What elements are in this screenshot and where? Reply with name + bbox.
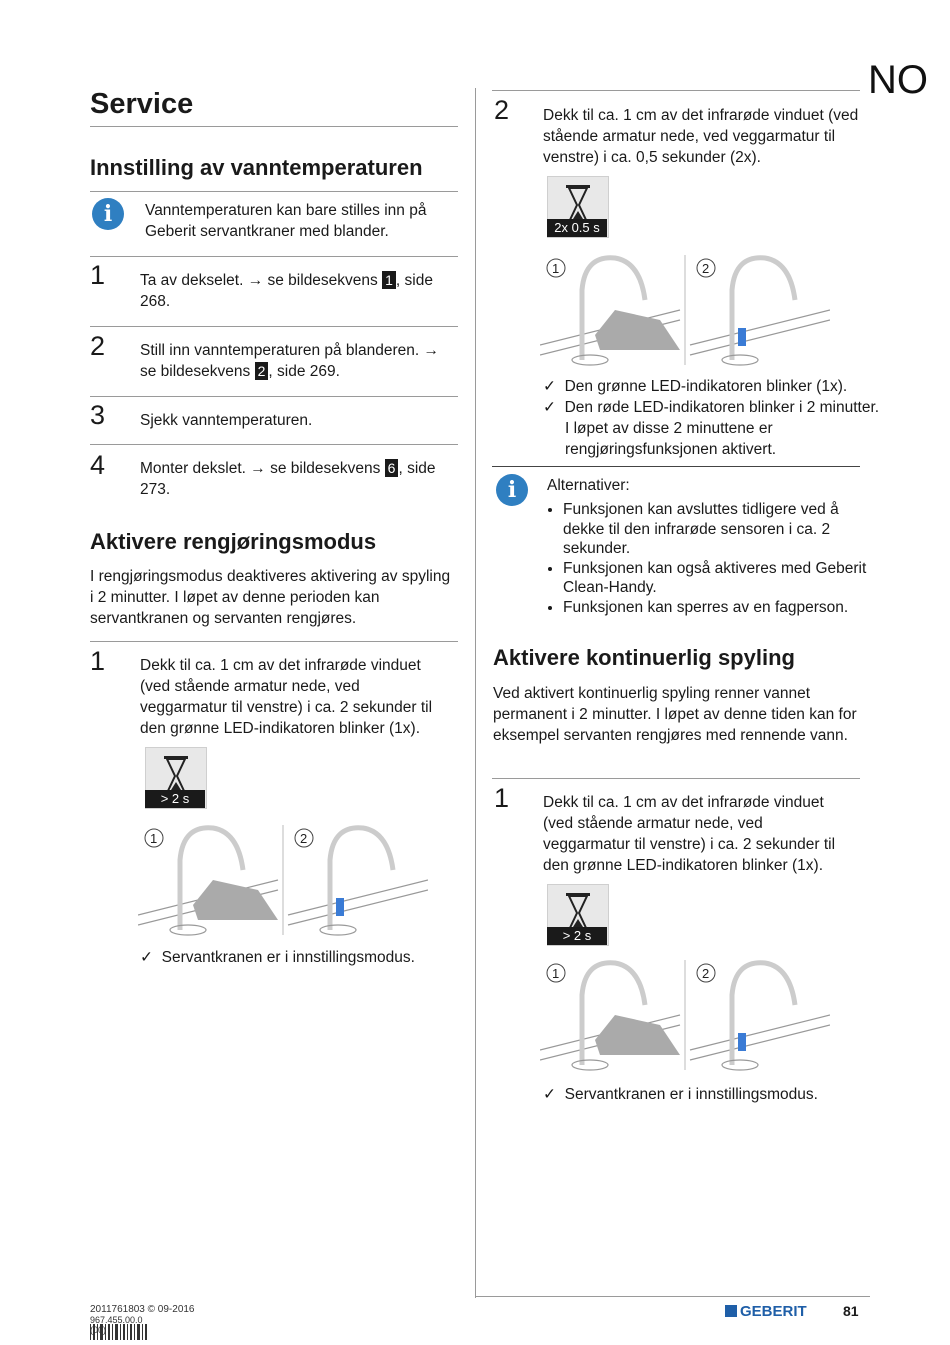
svg-text:2: 2 — [702, 261, 710, 276]
logo-square-icon — [725, 1305, 737, 1317]
step-text-part: Still inn vanntemperaturen på blanderen. → se bildesekvens — [140, 342, 439, 380]
step-text-part: , side 268. — [140, 272, 433, 310]
divider — [492, 778, 860, 779]
divider — [492, 466, 860, 467]
svg-text:1: 1 — [552, 966, 560, 981]
divider — [90, 326, 458, 327]
svg-text:2: 2 — [300, 831, 308, 846]
list-item: • Funksjonen kan også aktiveres med Geberit Clean-Handy. — [563, 559, 873, 598]
check-text: Servantkranen er i innstillingsmodus. — [161, 949, 415, 966]
step-text: Dekk til ca. 1 cm av det infrarøde vinduet (ved stående armatur nede, ved veggarmatur til venstre) i ca. 2 sekunder til den grønne LED-indikatoren blinker (1x). — [543, 794, 836, 874]
step-text: Sjekk vanntemperaturen. — [140, 412, 313, 429]
list-item: • Funksjonen kan sperres av en fagperson. — [563, 598, 873, 618]
language-code: NO — [868, 58, 928, 102]
check-text: Den røde LED-indikatoren blinker i 2 minutter. I løpet av disse 2 minuttene er rengjøringsfunksjonen aktivert. — [564, 399, 880, 458]
step-number: 2 — [494, 95, 510, 125]
alternatives-list — [547, 500, 873, 617]
step-text-part: , side 269. — [268, 363, 340, 380]
sequence-badge: 2 — [255, 362, 269, 380]
column-divider — [475, 88, 476, 1298]
check-text: Servantkranen er i innstillingsmodus. — [564, 1086, 818, 1103]
step-number: 1 — [90, 260, 106, 290]
step-text — [140, 458, 440, 500]
divider — [90, 191, 458, 192]
check-result: ✓ Servantkranen er i innstillingsmodus. — [543, 1086, 818, 1103]
step-text-part: Monter dekslet. → se bildesekvens — [140, 460, 385, 477]
brand-logo — [725, 1303, 807, 1320]
step-number: 3 — [90, 400, 106, 430]
check-result: ✓ Den grønne LED-indikatoren blinker (1x). — [543, 378, 848, 395]
section-heading-cleaning: Aktivere rengjøringsmodus — [90, 529, 377, 554]
timer-label: 2x 0.5 s — [547, 219, 607, 237]
faucet-illustration — [138, 820, 428, 940]
check-text: Den grønne LED-indikatoren blinker (1x). — [564, 378, 848, 395]
step-text: Dekk til ca. 1 cm av det infrarøde vinduet (ved stående armatur nede, ved veggarmatur til venstre) i ca. 2 sekunder til den grønne LED-indikatoren blinker (1x). — [140, 657, 433, 737]
footer-rule — [475, 1296, 870, 1297]
timer-label: > 2 s — [145, 790, 205, 808]
check-result: ✓ Servantkranen er i innstillingsmodus. — [140, 949, 415, 966]
page-number: 81 — [843, 1303, 859, 1319]
divider — [90, 256, 458, 257]
check-result: ✓ Den røde LED-indikatoren blinker i 2 minutter. I løpet av disse 2 minuttene er rengjøringsfunksjonen aktivert. — [543, 399, 880, 458]
step-number: 1 — [90, 646, 106, 676]
page-title: Service — [90, 88, 194, 120]
sequence-badge: 6 — [385, 459, 399, 477]
info-icon: i — [496, 474, 528, 506]
step-number: 2 — [90, 331, 106, 361]
step-text-part: Ta av dekselet. → se bildesekvens — [140, 272, 383, 289]
step-text — [140, 340, 458, 382]
divider — [90, 641, 458, 642]
svg-text:1: 1 — [552, 261, 560, 276]
alternatives-title: Alternativer: — [547, 477, 630, 494]
document-number: 2011761803 © 09-2016 — [90, 1304, 195, 1315]
info-icon: i — [92, 198, 124, 230]
divider — [90, 396, 458, 397]
timer-label: > 2 s — [547, 927, 607, 945]
step-text-part: , side 273. — [140, 460, 436, 498]
section-heading-continuous: Aktivere kontinuerlig spyling — [493, 645, 795, 670]
section-heading-temperature: Innstilling av vanntemperaturen — [90, 155, 423, 180]
faucet-illustration — [540, 955, 830, 1075]
step-number: 1 — [494, 783, 510, 813]
step-text — [140, 270, 440, 312]
sequence-badge: 1 — [382, 271, 396, 289]
step-text: Dekk til ca. 1 cm av det infrarøde vinduet (ved stående armatur nede, ved veggarmatur til venstre) i ca. 0,5 sekunder (2x). — [543, 107, 859, 166]
list-item: • Funksjonen kan avsluttes tidligere ved å dekke til den infrarøde sensoren i ca. 2 sekunder. — [563, 500, 873, 559]
svg-text:2: 2 — [702, 966, 710, 981]
svg-text:1: 1 — [150, 831, 158, 846]
divider — [492, 90, 860, 91]
info-note: Vanntemperaturen kan bare stilles inn på Geberit servantkraner med blander. — [145, 202, 427, 240]
divider — [90, 444, 458, 445]
section-intro: I rengjøringsmodus deaktiveres aktivering av spyling i 2 minutter. I løpet av denne perioden kan servantkranen og servanten rengjøres. — [90, 568, 451, 627]
barcode — [90, 1315, 160, 1340]
step-number: 4 — [90, 450, 106, 480]
faucet-illustration — [540, 250, 830, 370]
barcode-text: 967.455.00.0 (00) — [90, 1315, 143, 1335]
divider — [90, 126, 458, 127]
brand-name: GEBERIT — [740, 1303, 807, 1320]
section-intro: Ved aktivert kontinuerlig spyling renner vannet permanent i 2 minutter. I løpet av denne tiden kan for eksempel servanten rengjøres med rennende vann. — [493, 685, 857, 744]
